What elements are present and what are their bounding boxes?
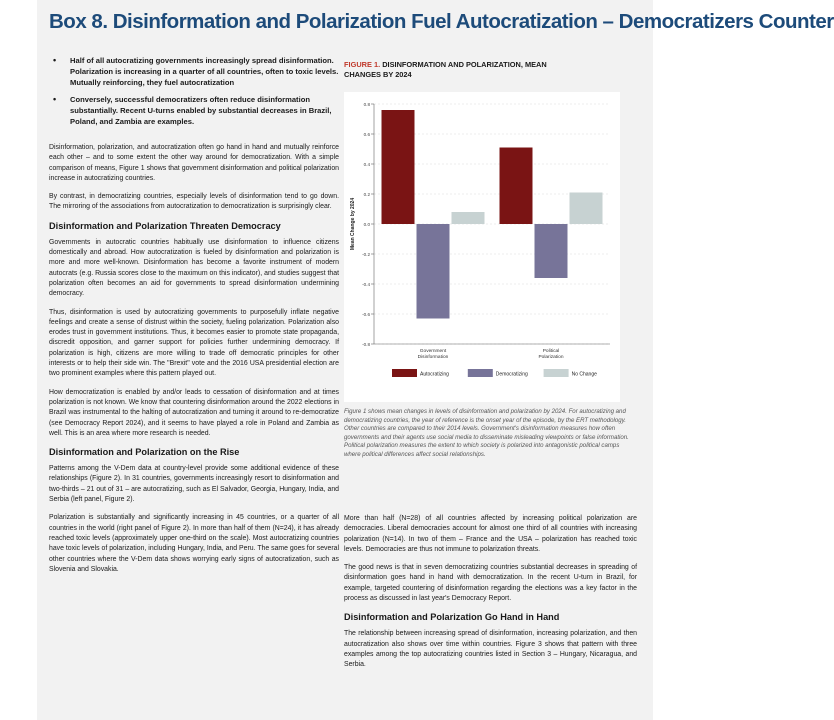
- bar-chart: [344, 92, 620, 402]
- right-column-text: [344, 514, 637, 679]
- legend-label: Democratizing: [495, 371, 528, 378]
- left-column: [49, 55, 339, 583]
- paragraph: Patterns among the V-Dem data at country-level provide some additional evidence of these relationships (Figure 2). In 31 countries, governments increasingly resort to disinformation and two-thirds – 21 out of 31 – are autocratizing, such as El Salvador, Georgia, Hungary, India, and Serbia (left panel, Figure 2).: [49, 465, 339, 504]
- bar-democratizing: [535, 224, 568, 278]
- box-title-text: Disinformation and Polarization Fuel Autocratization – Democratizers Counter: [112, 10, 834, 33]
- y-tick-label: 0.2: [363, 192, 370, 197]
- paragraph: Disinformation, polarization, and autocratization often go hand in hand and mutually reinforce each other – and to some extent the other way around for democratization. With a simple comparison of means, Figure 1 shows that government disinformation and political polarization increase in autocratizing countries.: [49, 144, 339, 182]
- figure-caption: Figure 1 shows mean changes in levels of disinformation and polarization by 2024. For autocratizing and democratizing countries, the year of reference is the onset year of the episode, by the ERT methodology. Other countries are compared to their 2014 levels. Government's disinformation measures how often governments and their agents use social media to disseminate misleading viewpoints or false information. Political polarization measures the extent to which society is polarized into antagonistic political camps where political differences affect social relationships.: [344, 408, 629, 458]
- legend-swatch: [544, 369, 569, 377]
- legend-label: Autocratizing: [420, 371, 449, 378]
- y-tick-label: 0.0: [363, 222, 370, 227]
- legend-label: No Change: [571, 371, 597, 378]
- x-tick-label: Political: [542, 349, 560, 354]
- section-heading: Disinformation and Polarization Go Hand in Hand: [344, 612, 560, 623]
- figure-header: [344, 60, 640, 80]
- x-tick-label: Polarization: [538, 355, 564, 360]
- paragraph: Polarization is substantially and significantly increasing in 45 countries, or a quarter of all countries in the world (right panel of Figure 2). In more than half of them (N=24), it has already reached toxic levels (approximately upper one-third on the scale). Most autocratizing countries have toxic levels of polarization, including Hungary, India, and Peru. The same goes for several other countries where the V-Dem data shows worrying early signs of autocratization, such as Slovenia and Slovakia.: [49, 514, 339, 573]
- x-tick-label: Disinformation: [417, 355, 449, 360]
- bar-democratizing: [417, 224, 450, 319]
- bar-autocratizing: [382, 110, 415, 224]
- x-tick-label: Government: [419, 349, 447, 354]
- paragraph: The relationship between increasing spread of disinformation, increasing polarization, and then autocratization also shows over time within countries. Figure 3 shows that pattern with three examples among the top autocratizing countries listed in Section 3 – Hungary, Nicaragua, and Serbia.: [344, 630, 637, 669]
- legend-swatch: [392, 369, 417, 377]
- y-tick-label: 0.8: [363, 102, 370, 107]
- paragraph: Thus, disinformation is used by autocratizing governments to purposefully inflate negative feelings and create a sense of distrust within the society, fueling polarization. Polarization also erodes trust in government institutions. Thus, it becomes easier to promote state propaganda, discredit opposition, and garner support for policies further undermining democracy. If polarization is high, citizens are more willing to trade off democratic principles for other interests or to help their side win. The "Brexit" vote and the 2016 USA presidential election are two prominent examples where this pattern played out.: [49, 308, 339, 378]
- y-tick-label: -0.6: [362, 312, 370, 317]
- paragraph: The good news is that in seven democratizing countries substantial decreases in spreading of disinformation goes hand in hand with democratization. In the recent U-turn in Brazil, for example, targeted countering of disinformation regarding the elections was a key factor in the process as discussed in last year's Democracy Report.: [344, 564, 637, 603]
- paragraph: By contrast, in democratizing countries, especially levels of disinformation tend to go down. The mirroring of the associations from autocratization to democratization is surprisingly clear.: [49, 193, 339, 211]
- figure-label: FIGURE 1.: [344, 60, 381, 69]
- key-point: • Half of all autocratizing governments increasingly spread disinformation. Polarization is increasing in a quarter of all countries, often to toxic levels. Mutually reinforcing, they fuel autocratization: [49, 55, 339, 88]
- box-label: Box 8.: [49, 10, 108, 33]
- paragraph: How democratization is enabled by and/or leads to cessation of disinformation and at times polarization is not known. We know that countering disinformation around the 2022 elections in Brazil was instrumental to the halting of autocratization and turning it around to re-democratize (see Democracy Report 2024), and it seems to have played a role in Poland and Zambia as well. This is an area where more research is needed.: [49, 388, 339, 437]
- y-tick-label: -0.2: [362, 252, 370, 257]
- paragraph: Governments in autocratic countries habitually use disinformation to influence citizens domestically and abroad. How autocratization is fueled by disinformation and polarization is more and more well-known. Disinformation has become a favorite instrument of modern autocrats (e.g. Russia scores close to the maximum on this indicator), and studies suggest that polarization often becomes an aid for governments to spread disinformation undermining democracy.: [49, 238, 339, 298]
- key-point: • Conversely, successful democratizers often reduce disinformation substantially. Recent U-turns enabled by substantial decreases in Brazil, Poland, and Zambia are examples.: [49, 94, 339, 127]
- figure-title: [344, 60, 584, 80]
- y-axis-label: Mean Change by 2024: [350, 197, 356, 251]
- bar-no-change: [452, 212, 485, 224]
- paragraph: More than half (N=28) of all countries affected by increasing political polarization are democracies. Liberal democracies account for almost one third of all countries with increasing polarization (N=14). In two of them – France and the USA – polarization has reached toxic levels. Democracies are thus not immune to polarization threats.: [344, 515, 637, 553]
- section-heading: Disinformation and Polarization on the Rise: [49, 447, 240, 458]
- y-tick-label: 0.6: [363, 132, 370, 137]
- section-heading: Disinformation and Polarization Threaten Democracy: [49, 220, 281, 231]
- y-tick-label: 0.4: [363, 162, 370, 167]
- y-tick-label: -0.4: [362, 282, 370, 287]
- box-title: [49, 10, 834, 34]
- key-points-list: [49, 55, 339, 127]
- bar-no-change: [570, 193, 603, 225]
- figure-title-text: DISINFORMATION AND POLARIZATION, MEAN CHANGES BY 2024: [344, 60, 547, 79]
- bar-autocratizing: [500, 148, 533, 225]
- legend-swatch: [468, 369, 493, 377]
- y-tick-label: -0.8: [362, 342, 370, 347]
